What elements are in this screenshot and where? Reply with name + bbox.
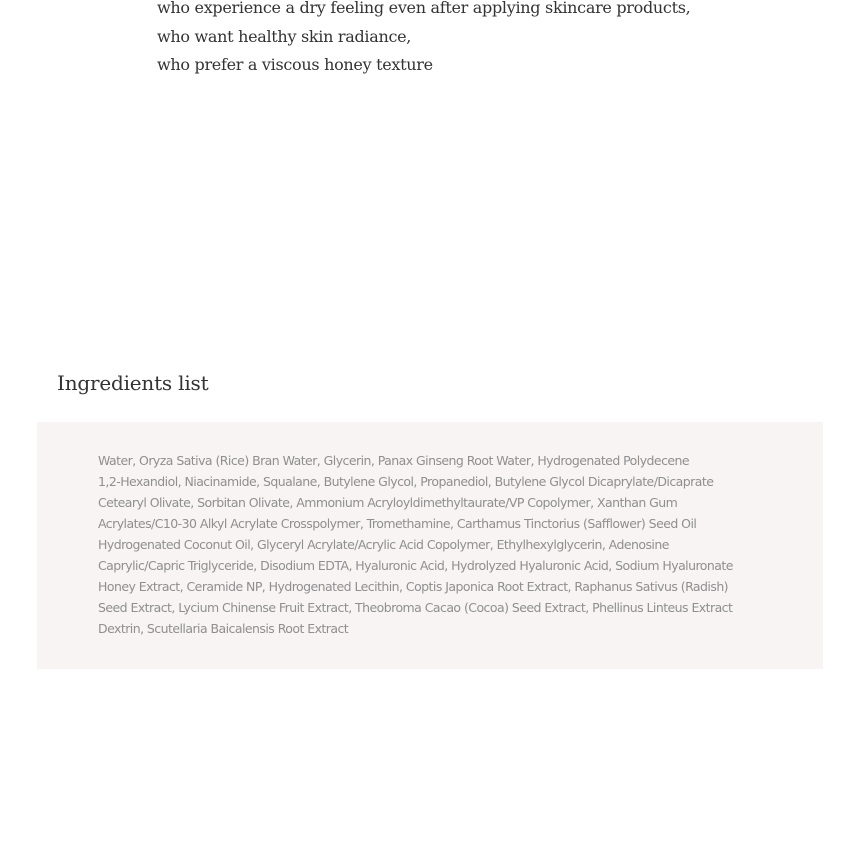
target-users-line: who experience a dry feeling even after applying skincare products, [157, 0, 691, 17]
ingredients-line: Hydrogenated Coconut Oil, Glyceryl Acrylate/Acrylic Acid Copolymer, Ethylhexylglycerin, Adenosine [98, 537, 669, 552]
ingredients-line: Dextrin, Scutellaria Baicalensis Root Extract [98, 621, 349, 636]
ingredients-line: 1,2-Hexandiol, Niacinamide, Squalane, Butylene Glycol, Propanediol, Butylene Glycol Dicaprylate/Dicaprate [98, 474, 714, 489]
target-users-list [157, 0, 690, 80]
ingredients-line: Seed Extract, Lycium Chinense Fruit Extract, Theobroma Cacao (Cocoa) Seed Extract, Phellinus Linteus Extract [98, 600, 733, 615]
ingredients-title: Ingredients list [57, 371, 209, 395]
ingredients-line: Water, Oryza Sativa (Rice) Bran Water, Glycerin, Panax Ginseng Root Water, Hydrogenated Polydecene [98, 453, 690, 468]
target-users-line: who prefer a viscous honey texture [157, 55, 433, 75]
ingredients-line: Acrylates/C10-30 Alkyl Acrylate Crosspolymer, Tromethamine, Carthamus Tinctorius (Safflower) Seed Oil [98, 516, 697, 531]
ingredients-text [98, 450, 733, 639]
ingredients-line: Honey Extract, Ceramide NP, Hydrogenated Lecithin, Coptis Japonica Root Extract, Raphanus Sativus (Radish) [98, 579, 729, 594]
ingredients-line: Cetearyl Olivate, Sorbitan Olivate, Ammonium Acryloyldimethyltaurate/VP Copolymer, Xanthan Gum [98, 495, 678, 510]
ingredients-line: Caprylic/Capric Triglyceride, Disodium EDTA, Hyaluronic Acid, Hydrolyzed Hyaluronic Acid, Sodium Hyaluronate [98, 558, 733, 573]
target-users-line: who want healthy skin radiance, [157, 26, 412, 46]
ingredients-panel [37, 422, 823, 669]
